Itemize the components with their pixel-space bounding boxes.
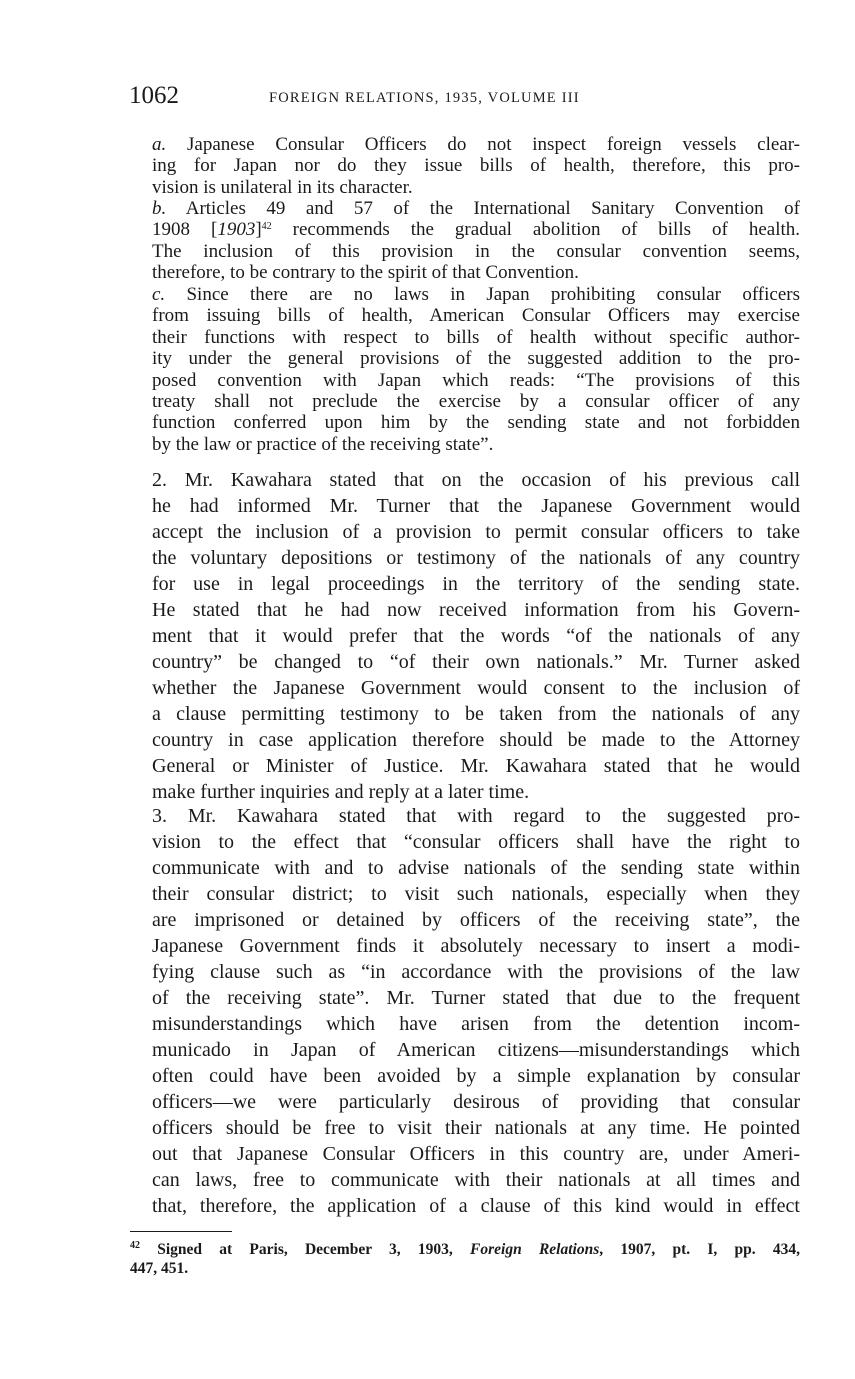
- text-line: that, therefore, the application of a clause of this kind would in effect: [152, 1195, 800, 1217]
- text-line: their consular district; to visit such nationals, especially when they: [152, 883, 800, 905]
- footnote-line: 447, 451.: [130, 1260, 189, 1277]
- text-line: whether the Japanese Government would consent to the inclusion of: [152, 677, 800, 699]
- text-line: 2. Mr. Kawahara stated that on the occasion of his previous call: [152, 469, 800, 491]
- text-line: of the receiving state”. Mr. Turner stated that due to the frequent: [152, 987, 800, 1009]
- text-line: treaty shall not preclude the exercise by a consular officer of any: [152, 391, 800, 413]
- footnote-number: 42: [130, 1240, 140, 1251]
- text-line: ity under the general provisions of the suggested addition to the pro-: [152, 348, 800, 370]
- text-line: he had informed Mr. Turner that the Japanese Government would: [152, 495, 800, 517]
- text-line: 1908 $[1903]^{42}$ recommends the gradual abolition of bills of health.: [152, 219, 800, 241]
- text-line: are imprisoned or detained by officers of the receiving state”, the: [152, 909, 800, 931]
- page-number: 1062: [129, 82, 179, 109]
- text-line: officers should be free to visit their nationals at any time. He pointed: [152, 1117, 800, 1139]
- paragraph-a: [130, 134, 800, 198]
- paragraph-2: [130, 467, 800, 805]
- text-line: The inclusion of this provision in the consular convention seems,: [152, 240, 800, 262]
- item-marker: a.: [152, 134, 167, 155]
- text-line: a. Japanese Consular Officers do not inspect foreign vessels clear-: [152, 134, 800, 155]
- text-line: misunderstandings which have arisen from the detention incom-: [152, 1013, 800, 1035]
- text-line: country in case application therefore should be made to the Attorney: [152, 729, 800, 751]
- text-line: can laws, free to communicate with their nationals at all times and: [152, 1169, 800, 1191]
- text-line: their functions with respect to bills of health without specific author-: [152, 326, 800, 348]
- item-marker: b.: [152, 198, 167, 219]
- text-line: fying clause such as “in accordance with the provisions of the law: [152, 961, 800, 983]
- text-line: country” be changed to “of their own nationals.” Mr. Turner asked: [152, 651, 800, 673]
- footnote-line: $^{42}$ Signed at Paris, December 3, 1903, Foreign Relations, 1907, pt. I, pp. 434,: [130, 1240, 800, 1258]
- paragraph-c: [130, 284, 800, 455]
- text-line: ment that it would prefer that the words “of the nationals of any: [152, 625, 800, 647]
- text-line: often could have been avoided by a simple explanation by consular: [152, 1065, 800, 1087]
- text-line: communicate with and to advise nationals of the sending state within: [152, 857, 800, 879]
- paragraph-b: [130, 198, 800, 284]
- text-line: officers—we were particularly desirous of providing that consular: [152, 1091, 800, 1113]
- text-line: function conferred upon him by the sending state and not forbidden: [152, 412, 800, 434]
- text-line: vision is unilateral in its character.: [152, 176, 413, 198]
- text-line: make further inquiries and reply at a later time.: [152, 781, 530, 803]
- text-line: Japanese Government finds it absolutely necessary to insert a modi-: [152, 935, 800, 957]
- text-line: ing for Japan nor do they issue bills of health, therefore, this pro-: [152, 155, 800, 177]
- text-line: the voluntary depositions or testimony of the nationals of any country: [152, 547, 800, 569]
- text-line: from issuing bills of health, American Consular Officers may exercise: [152, 305, 800, 327]
- paragraph-3: [130, 803, 800, 1219]
- text-line: vision to the effect that “consular officers shall have the right to: [152, 831, 800, 853]
- page-header: [129, 82, 799, 114]
- running-head: FOREIGN RELATIONS, 1935, VOLUME III: [269, 90, 580, 106]
- text-line: by the law or practice of the receiving state”.: [152, 433, 494, 455]
- footnote-divider: [130, 1231, 232, 1232]
- text-line: out that Japanese Consular Officers in this country are, under Ameri-: [152, 1143, 800, 1165]
- text-line: 3. Mr. Kawahara stated that with regard to the suggested pro-: [152, 805, 800, 827]
- footnote-ref: 42: [261, 221, 272, 233]
- text-line: accept the inclusion of a provision to permit consular officers to take: [152, 521, 800, 543]
- text-line: c. Since there are no laws in Japan prohibiting consular officers: [152, 284, 800, 305]
- text-line: General or Minister of Justice. Mr. Kawahara stated that he would: [152, 755, 800, 777]
- text-line: for use in legal proceedings in the territory of the sending state.: [152, 573, 800, 595]
- text-line: a clause permitting testimony to be taken from the nationals of any: [152, 703, 800, 725]
- text-line: municado in Japan of American citizens—misunderstandings which: [152, 1039, 800, 1061]
- item-marker: c.: [152, 284, 166, 305]
- footnote: [130, 1240, 800, 1278]
- text-line: He stated that he had now received information from his Govern-: [152, 599, 800, 621]
- text-line: therefore, to be contrary to the spirit of that Convention.: [152, 262, 579, 284]
- text-line: b. Articles 49 and 57 of the International Sanitary Convention of: [152, 198, 800, 219]
- text-line: posed convention with Japan which reads: “The provisions of this: [152, 369, 800, 391]
